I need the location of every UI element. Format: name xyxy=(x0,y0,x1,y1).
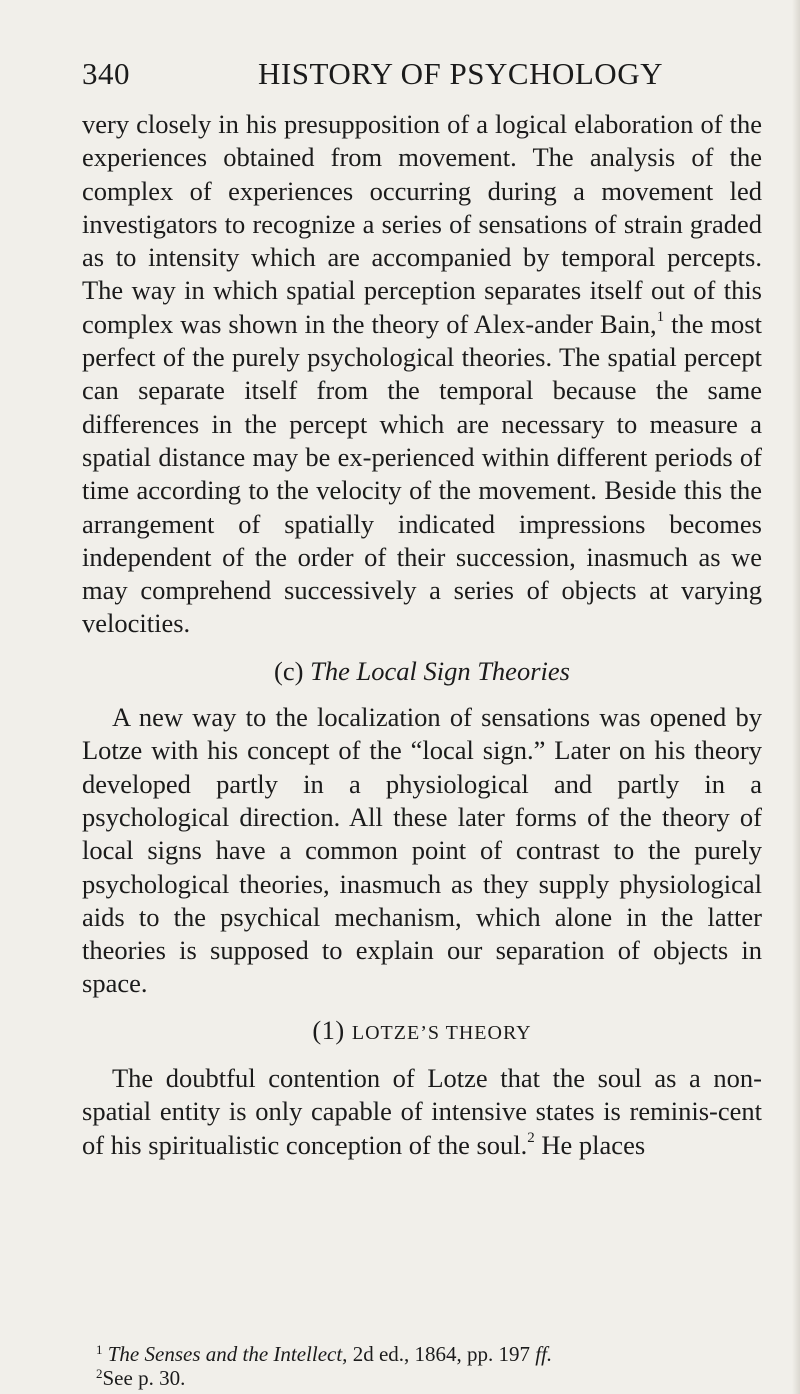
page-number: 340 xyxy=(82,56,130,91)
footnote-2: $^2$See p. 30. xyxy=(96,1366,186,1390)
paragraph-3: The doubtful contention of Lotze that the soul as a non-spatial entity is only capable of intensive states is reminis-cent of his spiritualistic conception of the soul.$^2$ He places xyxy=(82,1063,762,1160)
footnote-ref-2: 2 xyxy=(527,1129,535,1146)
subsection-title: LOTZE’S THEORY xyxy=(351,1021,532,1044)
section-heading-c xyxy=(82,655,762,688)
footnote-1: $^1$ The Senses and the Intellect, 2d ed., 1864, pp. 197 ff. xyxy=(96,1342,553,1366)
running-title: HISTORY OF PSYCHOLOGY xyxy=(258,56,663,91)
main-text xyxy=(82,108,762,1162)
subsection-label: (1) xyxy=(312,1014,345,1045)
footnotes xyxy=(82,1342,762,1390)
paragraph-1: very closely in his presupposition of a logical elaboration of the experiences obtained from movement. The analysis of the complex of experiences occurring during a movement led investigators to recognize a series of sensations of strain graded as to intensity which are accompanied by temporal percepts. The way in which spatial perception separates itself out of this complex was shown in the theory of Alex-ander Bain,$^1$ the most perfect of the purely psychological theories. The spatial percept can separate itself from the temporal because the same differences in the percept which are necessary to measure a spatial distance may be ex-perienced within different periods of time according to the velocity of the movement. Beside this the arrangement of spatially indicated impressions becomes independent of the order of their succession, inasmuch as we may comprehend successively a series of objects at varying velocities. xyxy=(82,109,762,639)
section-title: The Local Sign Theories xyxy=(310,655,570,686)
page-edge-shadow xyxy=(792,0,800,1394)
paragraph-2: A new way to the localization of sensations was opened by Lotze with his concept of the “local sign.” Later on his theory developed partly in a physiological and partly in a psychological direction. All these later forms of the theory of local signs have a common point of contrast to the purely psychological theories, inasmuch as they supply physiological aids to the psychical mechanism, which alone in the latter theories is supposed to explain our separation of objects in space. xyxy=(82,702,762,999)
footnote-book-title: The Senses and the Intellect, xyxy=(107,1342,348,1366)
section-heading-1 xyxy=(82,1014,762,1050)
section-label: (c) xyxy=(274,655,304,686)
footnote-ref-1: 1 xyxy=(656,308,665,325)
